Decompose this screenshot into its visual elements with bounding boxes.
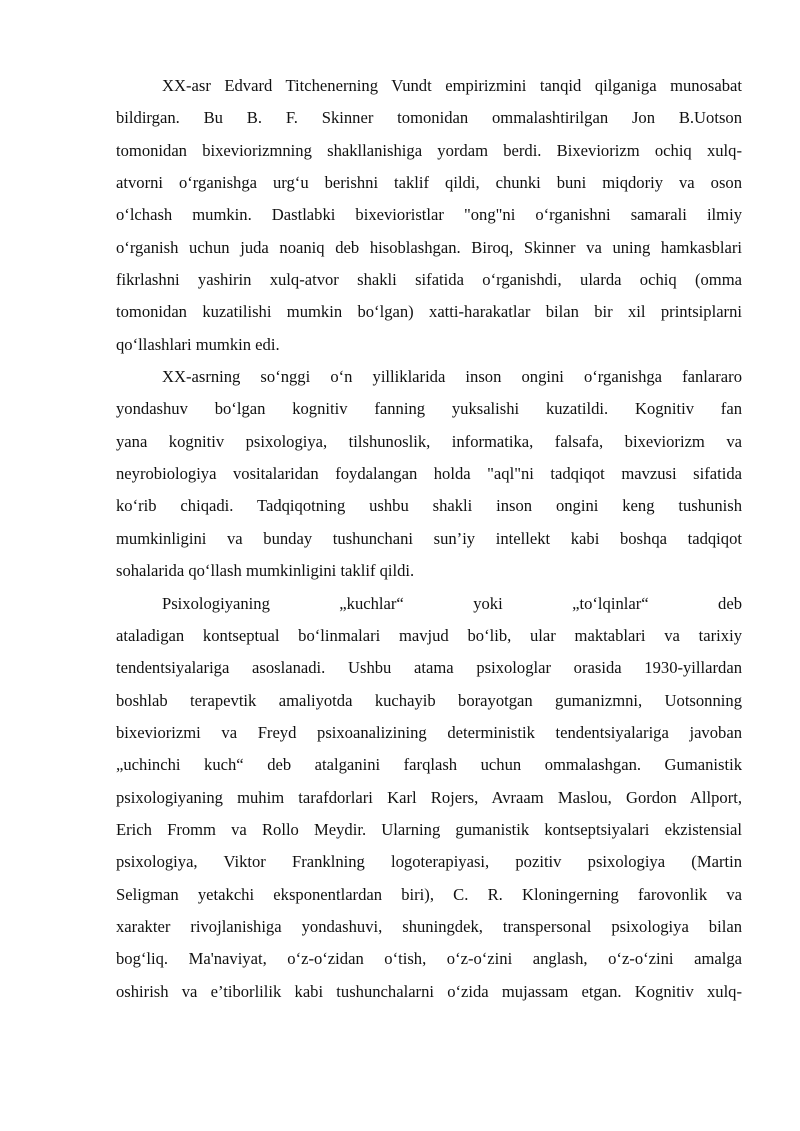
text-line: psixologiya, Viktor Franklning logoterapiyasi, pozitiv psixologiya (Martin bbox=[116, 852, 742, 872]
text-line: xarakter rivojlanishiga yondashuvi, shuningdek, transpersonal psixologiya bilan bbox=[116, 916, 742, 936]
text-line: Seligman yetakchi eksponentlardan biri), C. R. Kloningerning farovonlik va bbox=[116, 884, 742, 904]
text-line: tendentsiyalariga asoslanadi. Ushbu atama psixologlar orasida 1930-yillardan bbox=[116, 658, 742, 678]
text-line: tomonidan bixeviorizmning shakllanishiga yordam berdi. Bixeviorizm ochiq xulq- bbox=[116, 140, 742, 160]
text-line: psixologiyaning muhim tarafdorlari Karl Rojers, Avraam Maslou, Gordon Allport, bbox=[116, 787, 742, 807]
text-line: o‘lchash mumkin. Dastlabki bixevioristlar "ong"ni o‘rganishni samarali ilmiy bbox=[116, 205, 742, 225]
text-line: yana kognitiv psixologiya, tilshunoslik, informatika, falsafa, bixeviorizm va bbox=[116, 431, 742, 451]
text-line: sohalarida qo‘llash mumkinligini taklif qildi. bbox=[116, 561, 415, 581]
text-line: oshirish va e’tiborlilik kabi tushunchalarni o‘zida mujassam etgan. Kognitiv xulq- bbox=[116, 981, 742, 1001]
text-line: tomonidan kuzatilishi mumkin bo‘lgan) xatti-harakatlar bilan bir xil printsiplarni bbox=[116, 302, 742, 322]
text-line: XX-asr Edvard Titchenerning Vundt empirizmini tanqid qilganiga munosabat bbox=[162, 76, 742, 95]
text-line: ko‘rib chiqadi. Tadqiqotning ushbu shakli inson ongini keng tushunish bbox=[116, 496, 742, 516]
text-line: bildirgan. Bu B. F. Skinner tomonidan ommalashtirilgan Jon B.Uotson bbox=[116, 108, 742, 128]
text-line: Psixologiyaning „kuchlar“ yoki „to‘lqinlar“ deb bbox=[162, 593, 742, 613]
text-line: atvorni o‘rganishga urg‘u berishni taklif qildi, chunki buni miqdoriy va oson bbox=[116, 173, 742, 193]
text-line: bixeviorizmi va Freyd psixoanalizining deterministik tendentsiyalariga javoban bbox=[116, 722, 742, 742]
text-line: boshlab terapevtik amaliyotda kuchayib borayotgan gumanizmni, Uotsonning bbox=[116, 690, 742, 710]
text-line: „uchinchi kuch“ deb atalganini farqlash uchun ommalashgan. Gumanistik bbox=[116, 755, 742, 775]
paragraph-1 bbox=[116, 70, 742, 361]
text-line: qo‘llashlari mumkin edi. bbox=[116, 334, 280, 354]
text-line: mumkinligini va bunday tushunchani sun’iy intellekt kabi boshqa tadqiqot bbox=[116, 528, 742, 548]
text-line: yondashuv bo‘lgan kognitiv fanning yuksalishi kuzatildi. Kognitiv fan bbox=[116, 399, 742, 419]
document-page bbox=[116, 70, 742, 1008]
text-line: XX-asrning so‘nggi o‘n yilliklarida inson ongini o‘rganishga fanlararo bbox=[162, 367, 742, 387]
text-line: fikrlashni yashirin xulq-atvor shakli sifatida o‘rganishdi, ularda ochiq (omma bbox=[116, 270, 742, 290]
text-line: neyrobiologiya vositalaridan foydalangan holda "aql"ni tadqiqot mavzusi sifatida bbox=[116, 464, 742, 484]
text-line: Erich Fromm va Rollo Meydir. Ularning gumanistik kontseptsiyalari ekzistensial bbox=[116, 819, 742, 839]
text-line: bog‘liq. Ma'naviyat, o‘z-o‘zidan o‘tish, o‘z-o‘zini anglash, o‘z-o‘zini amalga bbox=[116, 949, 742, 969]
paragraph-2 bbox=[116, 361, 742, 587]
paragraph-3 bbox=[116, 588, 742, 1008]
text-line: ataladigan kontseptual bo‘linmalari mavjud bo‘lib, ular maktablari va tarixiy bbox=[116, 625, 742, 645]
text-line: o‘rganish uchun juda noaniq deb hisoblashgan. Biroq, Skinner va uning hamkasblari bbox=[116, 237, 742, 257]
